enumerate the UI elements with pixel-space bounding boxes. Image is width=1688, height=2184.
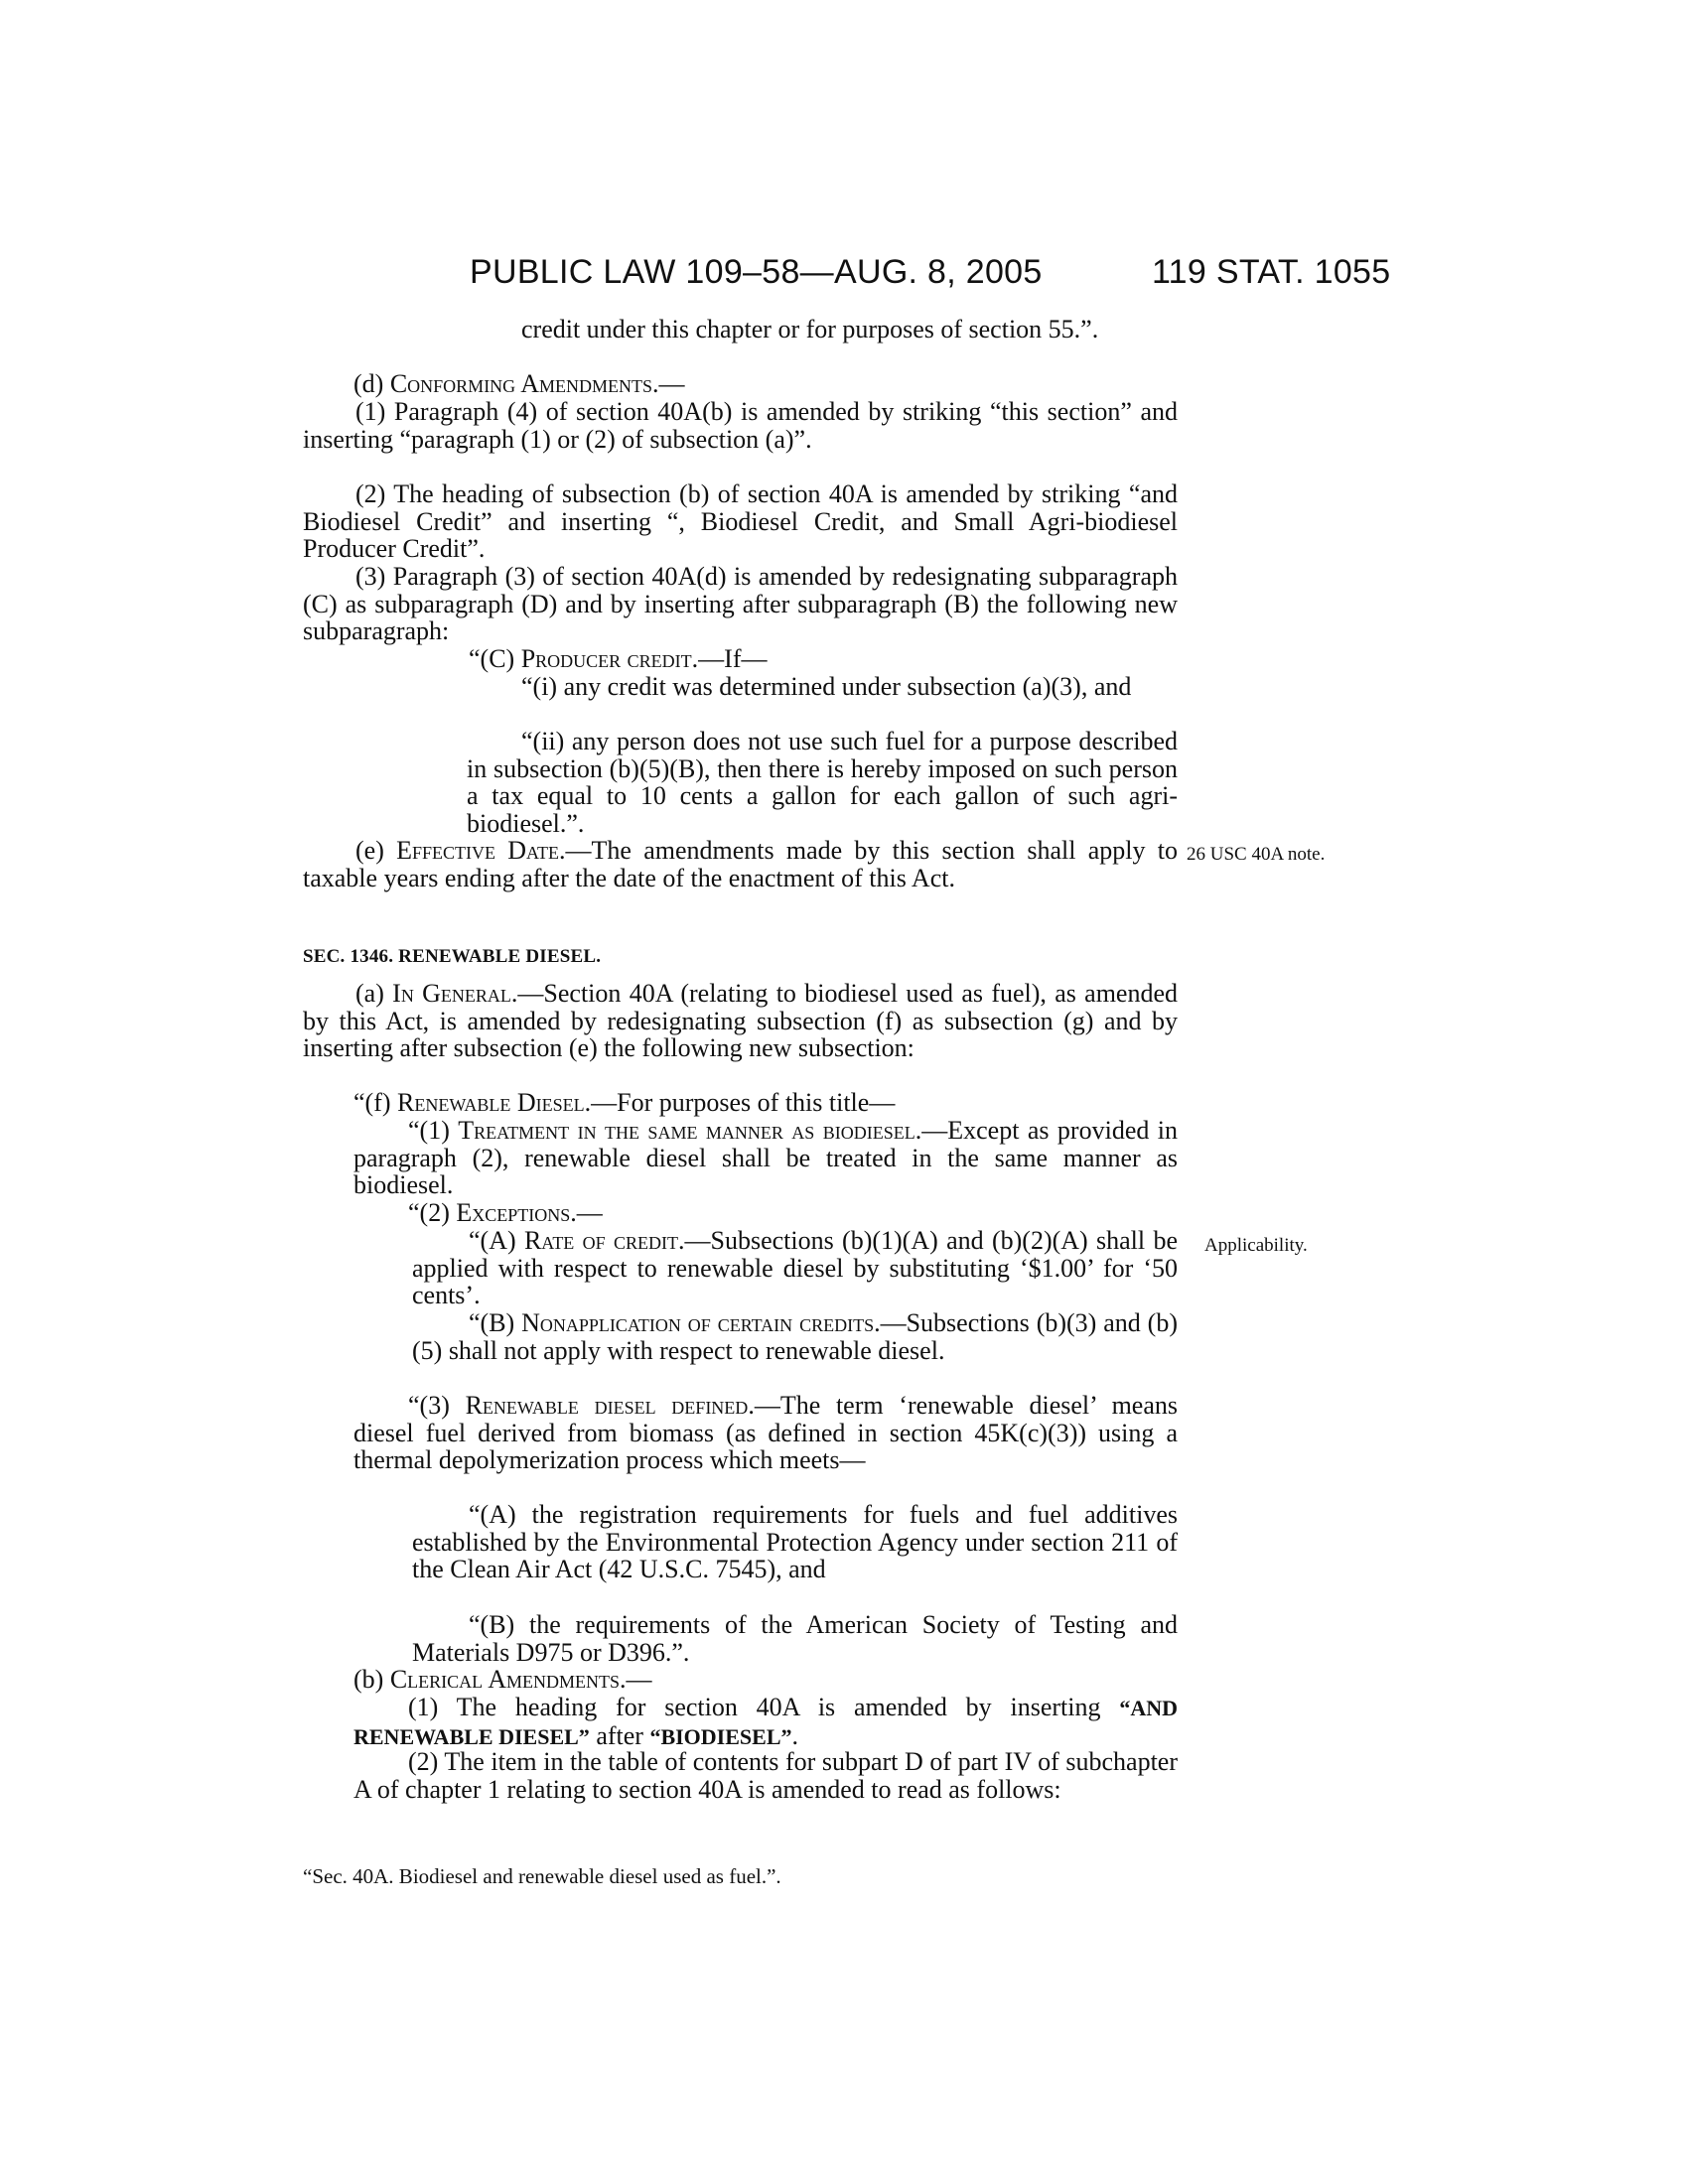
margin-note: 26 USC 40A note. <box>1187 844 1326 865</box>
running-header-title: PUBLIC LAW 109–58—AUG. 8, 2005 <box>470 253 1043 291</box>
paragraph: “(i) any credit was determined under subsection (a)(3), and <box>521 672 1132 701</box>
paragraph: “(1) Treatment in the same manner as biodiesel.—Except as provided in paragraph (2), renewable diesel shall be treated in the same manner as biodiesel. <box>353 1116 1179 1199</box>
margin-note: Applicability. <box>1204 1235 1308 1256</box>
page-number: 119 STAT. 1055 <box>1152 253 1391 291</box>
paragraph: (1) Paragraph (4) of section 40A(b) is amended by striking “this section” and inserting “paragraph (1) or (2) of subsection (a)”. <box>303 397 1178 454</box>
subparagraph-heading: “(C) Producer credit.—If— <box>469 644 768 673</box>
subsection-e: (e) Effective Date.—The amendments made by this section shall apply to taxable years ending after the date of the enactment of this Act. <box>303 836 1178 892</box>
section-heading: SEC. 1346. RENEWABLE DIESEL. <box>303 946 602 967</box>
paragraph: “(A) the registration requirements for fuels and fuel additives established by the Environmental Protection Agency under section 211 of the Clean Air Act (42 U.S.C. 7545), and <box>412 1500 1178 1583</box>
paragraph: “(ii) any person does not use such fuel for a purpose described in subsection (b)(5)(B), then there is hereby imposed on such person a tax equal to 10 cents a gallon for each gallon of such agri-biodiesel.”. <box>467 727 1178 838</box>
paragraph: “(B) Nonapplication of certain credits.—Subsections (b)(3) and (b)(5) shall not apply with respect to renewable diesel. <box>412 1308 1178 1365</box>
paragraph-heading: “(2) Exceptions.— <box>408 1198 603 1227</box>
paragraph: “(B) the requirements of the American Society of Testing and Materials D975 or D396.”. <box>412 1610 1178 1667</box>
subsection-a: (a) In General.—Section 40A (relating to biodiesel used as fuel), as amended by this Act, is amended by redesignating subsection (f) as subsection (g) and by inserting after subsection (e) the following new subsection: <box>303 979 1179 1062</box>
paragraph: (2) The heading of subsection (b) of section 40A is amended by striking “and Biodiesel Credit” and inserting “, Biodiesel Credit, and Small Agri-biodiesel Producer Credit”. <box>303 479 1178 563</box>
paragraph: credit under this chapter or for purposes of section 55.”. <box>521 315 1099 343</box>
paragraph: “(3) Renewable diesel defined.—The term ‘renewable diesel’ means diesel fuel derived from biomass (as defined in section 45K(c)(3)) using a thermal depolymerization process which meets— <box>353 1391 1179 1474</box>
table-of-contents-item: “Sec. 40A. Biodiesel and renewable diesel used as fuel.”. <box>303 1864 781 1888</box>
subsection-d-heading: (d) Conforming Amendments.— <box>353 369 685 398</box>
subsection-b-heading: (b) Clerical Amendments.— <box>353 1665 652 1694</box>
paragraph: (2) The item in the table of contents for subpart D of part IV of subchapter A of chapter 1 relating to section 40A is amended to read as follows: <box>353 1747 1178 1804</box>
paragraph: (3) Paragraph (3) of section 40A(d) is amended by redesignating subparagraph (C) as subparagraph (D) and by inserting after subparagraph (B) the following new subparagraph: <box>303 562 1178 645</box>
paragraph: “(A) Rate of credit.—Subsections (b)(1)(A) and (b)(2)(A) shall be applied with respect to renewable diesel by substituting ‘$1.00’ for ‘50 cents’. <box>412 1226 1178 1309</box>
subsection-f-heading: “(f) Renewable Diesel.—For purposes of this title— <box>353 1088 896 1117</box>
paragraph: (1) The heading for section 40A is amended by inserting “AND RENEWABLE DIESEL” after “BIODIESEL”. <box>353 1693 1178 1750</box>
